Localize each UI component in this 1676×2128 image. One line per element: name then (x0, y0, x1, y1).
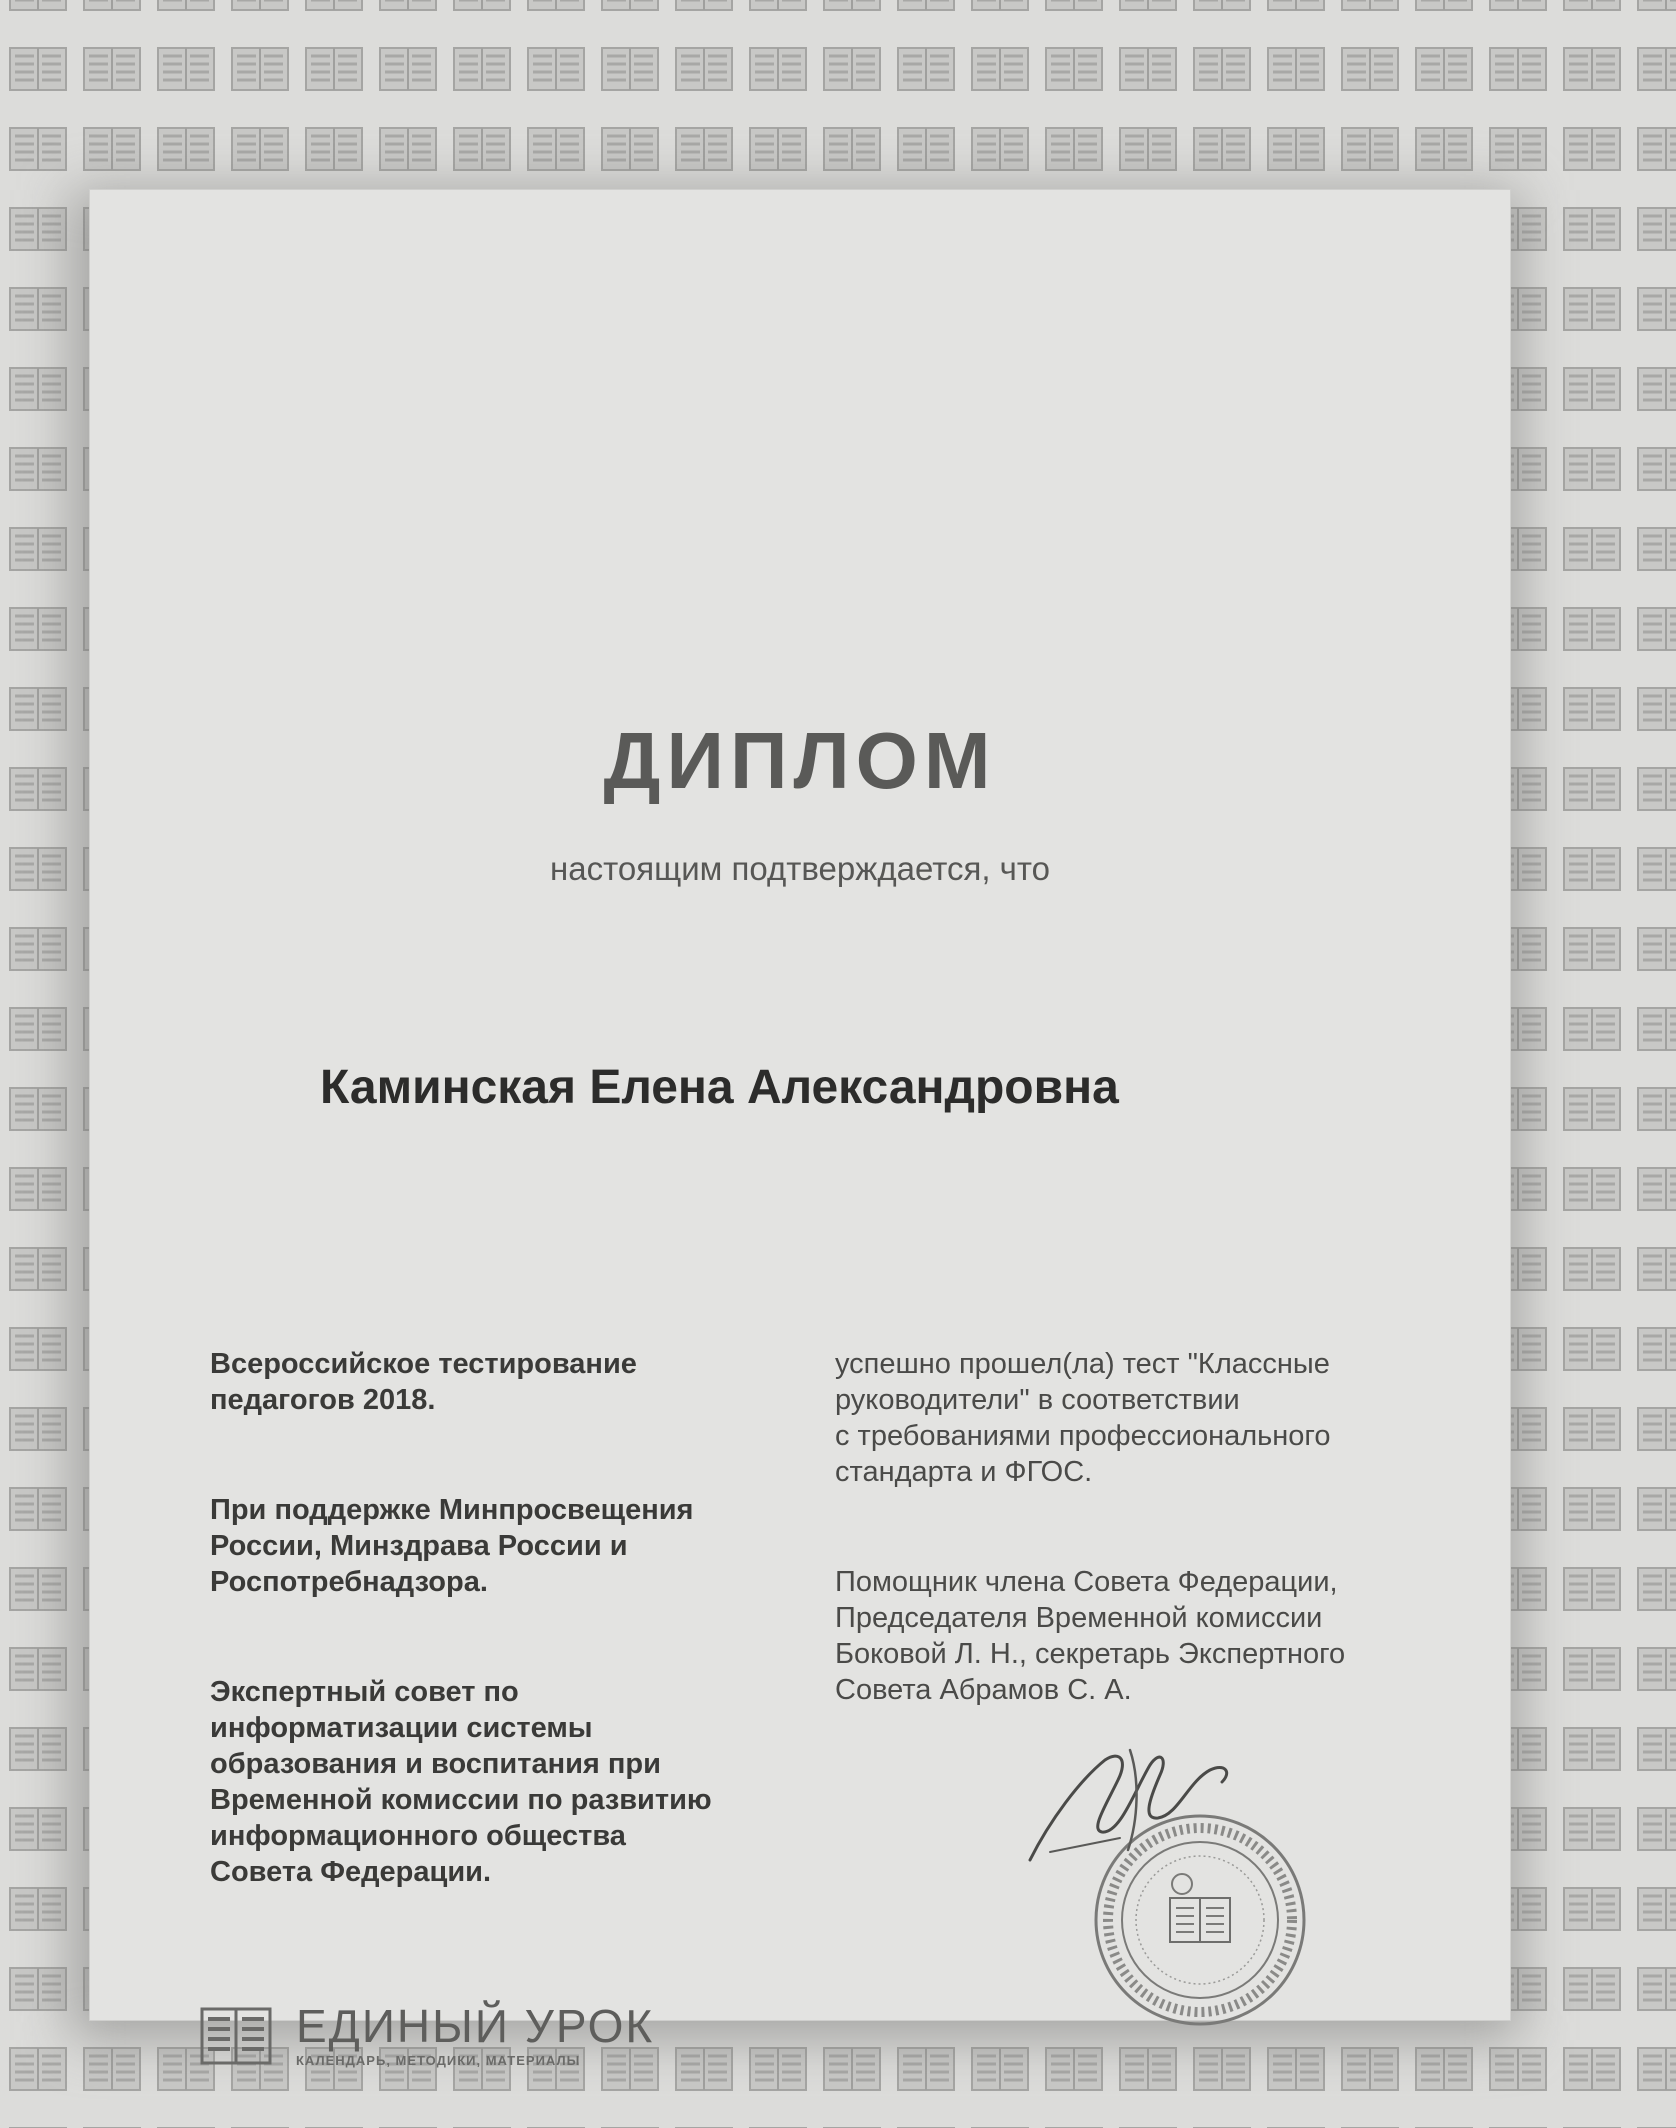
edinyi-urok-logo (200, 2000, 720, 2095)
diploma-title: ДИПЛОМ (603, 716, 997, 805)
right-column (835, 1310, 1435, 1782)
recipient-name: Каминская Елена Александровна (320, 1061, 1119, 1114)
left-column (210, 1310, 790, 1964)
event-text: Всероссийское тестирование педагогов 2018. (210, 1348, 637, 1416)
result-text: успешно прошел(ла) тест "Классные руководители" в соответствии с требованиями профессионального стандарта и ФГОС. (835, 1348, 1331, 1488)
logo-title: ЕДИНЫЙ УРОК (296, 2000, 655, 2052)
diploma-subtitle: настоящим подтверждается, что (550, 850, 1050, 887)
signatory-text: Помощник члена Совета Федерации, Председателя Временной комиссии Боковой Л. Н., секретарь Экспертного Совета Абрамов С. А. (835, 1566, 1346, 1706)
support-text: При поддержке Минпросвещения России, Минздрава России и Роспотребнадзора. (210, 1494, 694, 1598)
logo-subtitle: КАЛЕНДАРЬ, МЕТОДИКИ, МАТЕРИАЛЫ (296, 2053, 581, 2068)
council-text: Экспертный совет по информатизации системы образования и воспитания при Временной комиссии по развитию информационного общества Совета Федерации. (210, 1676, 712, 1888)
book-logo-icon (200, 2005, 272, 2067)
signature-icon (1010, 1720, 1270, 1880)
diploma-sheet (90, 190, 1510, 2068)
